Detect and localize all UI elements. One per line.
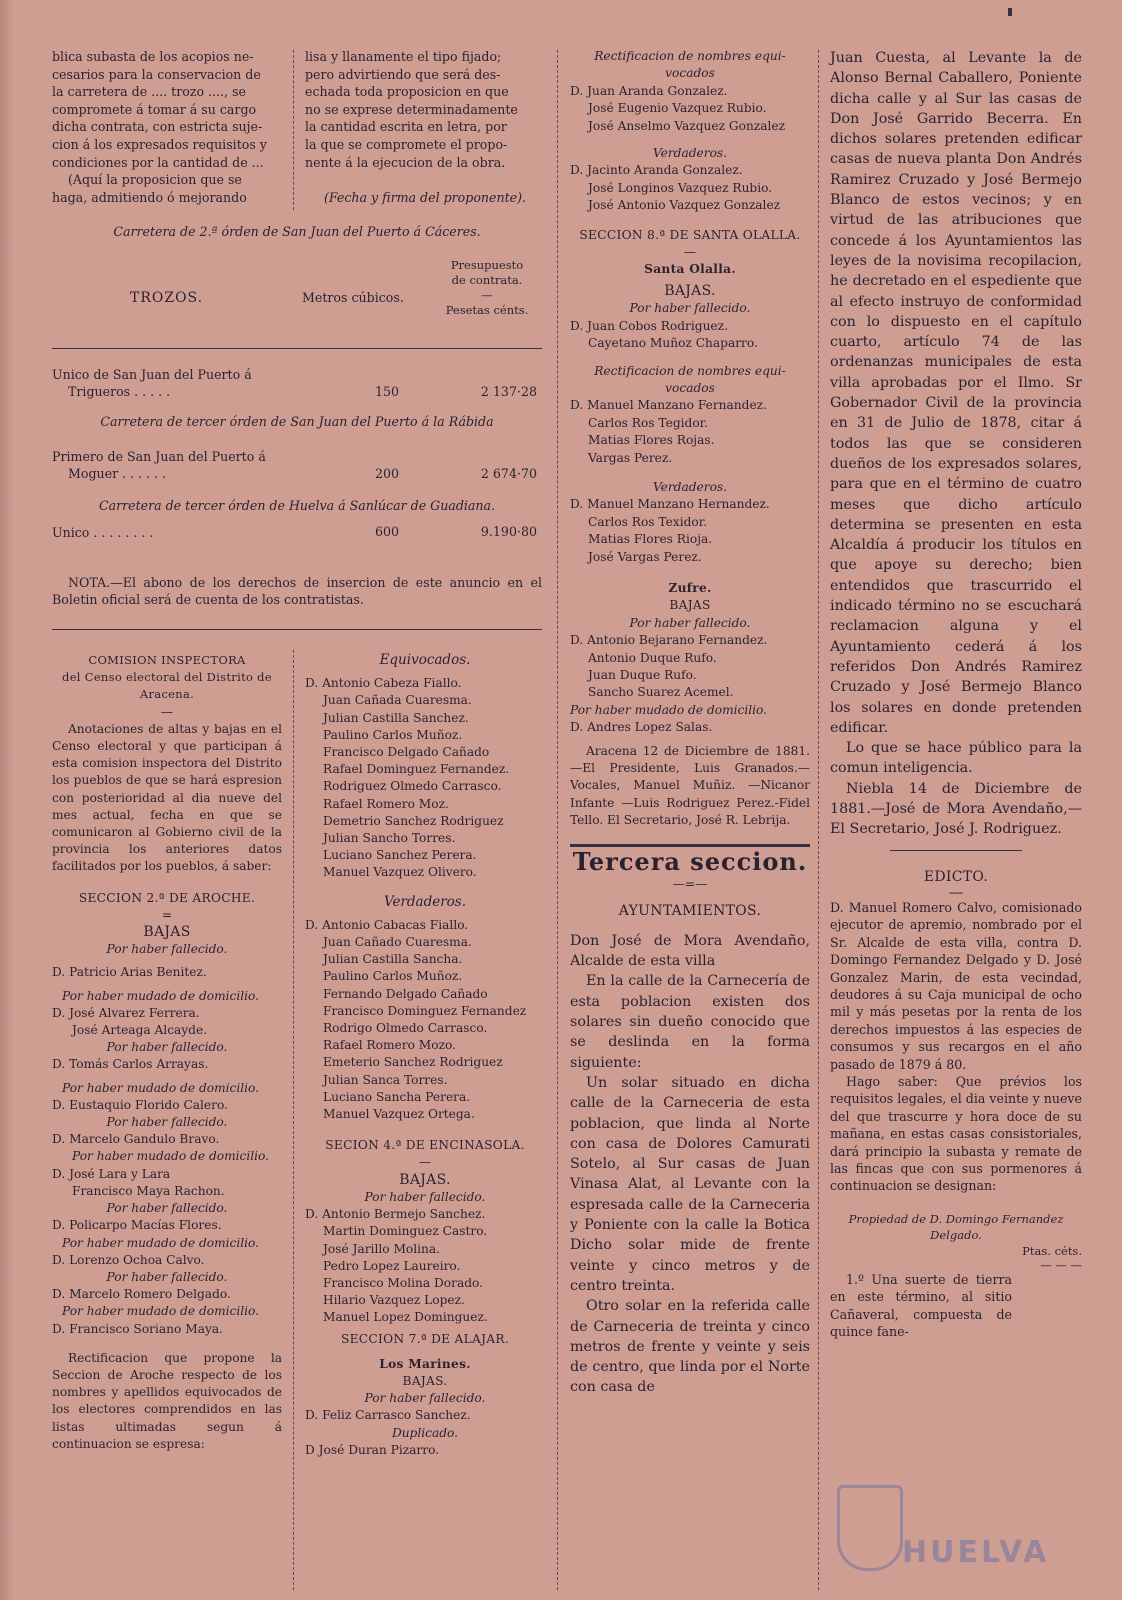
name-entry: Manuel Vazquez Olivero. <box>323 865 477 880</box>
name-entry: Francisco Dominguez Fernandez <box>323 1003 527 1018</box>
subheading: Rectificacion de nombres equi- <box>594 49 786 63</box>
name-entry: Francisco Maya Rachon. <box>72 1183 225 1198</box>
text-line: condiciones por la cantidad de ... <box>52 154 264 170</box>
separator: — <box>160 704 174 719</box>
section-heading: del Censo electoral del Distrito de <box>62 670 272 685</box>
name-entry: José Anselmo Vazquez Gonzalez <box>588 118 786 133</box>
name-entry: D. Antonio Cabacas Fiallo. <box>305 917 469 932</box>
col3 <box>570 48 810 1398</box>
row-price: 9.190·80 <box>480 524 537 539</box>
section-heading: Aracena. <box>139 687 195 702</box>
name-entry: Hilario Vazquez Lopez. <box>323 1293 465 1308</box>
section-heading: SECCION 8.ª DE SANTA OLALLA. <box>579 227 801 242</box>
col2-lists <box>305 652 545 1459</box>
subheading: Por haber mudado de domicilio. <box>62 1235 260 1250</box>
subheading: Verdaderos. <box>652 146 728 161</box>
name-entry: D. Jacinto Aranda Gonzalez. <box>570 163 743 178</box>
name-entry: Luciano Sancha Perera. <box>323 1089 471 1104</box>
paragraph: 1.º Una suerte de tierra en este término, al sitio Cañaveral, compuesta de quince fane- <box>830 1271 1012 1339</box>
name-entry: D. Francisco Soriano Maya. <box>52 1321 224 1336</box>
column-header: Ptas. céts. <box>1022 1243 1082 1258</box>
name-entry: Rafael Dominguez Fernandez. <box>323 762 510 777</box>
subheading: Por haber mudado de domicilio. <box>570 702 768 717</box>
name-entry: Julian Castilla Sanchez. <box>323 710 469 725</box>
name-entry: Martin Dominguez Castro. <box>323 1224 488 1239</box>
table-row <box>52 448 542 486</box>
text-line: cion á los expresados requisitos y <box>52 136 267 152</box>
row-name <box>52 366 292 400</box>
table-title: Carretera de tercer órden de Huelva á Sanlúcar de Guadiana. <box>98 498 496 513</box>
name-entry: D. Manuel Manzano Hernandez. <box>570 497 770 512</box>
name-entry: Carlos Ros Texidor. <box>588 514 708 529</box>
row-m3: 150 <box>374 384 400 399</box>
name-entry: D. Juan Cobos Rodriguez. <box>570 318 728 333</box>
row-price: 2 137·28 <box>480 384 537 399</box>
name-entry: Rafael Romero Mozo. <box>323 1038 457 1053</box>
header-metros: Metros cúbicos. <box>302 290 404 305</box>
paragraph: Rectificacion que propone la Seccion de Aroche respecto de los nombres y apellidos equivocados de los electores comprendidos en las listas ultimadas segun á continuacion se espresa: <box>52 1350 282 1451</box>
section-heading: SECCION 2.ª DE AROCHE. <box>78 890 256 905</box>
ink-mark <box>1008 8 1012 16</box>
row-m3: 600 <box>374 524 400 539</box>
subheading: Por haber fallecido. <box>629 615 751 630</box>
name-entry: D. José Alvarez Ferrera. <box>52 1005 200 1020</box>
subheading: Propiedad de D. Domingo Fernandez <box>848 1211 1064 1226</box>
table-title: Carretera de tercer órden de San Juan del Puerto á la Rábida <box>100 414 494 429</box>
name-entry: Luciano Sanchez Perera. <box>323 848 477 863</box>
subheading: Por haber fallecido. <box>106 942 228 957</box>
name-entry: José Jarillo Molina. <box>323 1241 441 1256</box>
name-entry: José Antonio Vazquez Gonzalez <box>588 198 781 213</box>
header-text: Pesetas cénts. <box>445 303 529 317</box>
subheading: BAJAS. <box>402 1373 448 1388</box>
table-row <box>52 524 542 562</box>
page-fold-shadow <box>0 0 14 1600</box>
library-stamp <box>832 1465 1052 1585</box>
subheading: Por haber mudado de domicilio. <box>72 1149 270 1164</box>
subheading: vocados <box>665 380 715 395</box>
name-entry: Manuel Lopez Dominguez. <box>323 1310 488 1325</box>
text-line: compromete á tomar á su cargo <box>52 101 257 117</box>
separator: — <box>418 1155 432 1170</box>
paragraph: Don José de Mora Avendaño, Alcalde de esta villa <box>570 932 810 970</box>
subheading: Por haber fallecido. <box>629 301 751 316</box>
paragraph: En la calle de la Carnecería de esta poblacion existen dos solares sin dueño conocido que se deslinda en la forma siguiente: <box>570 973 810 1071</box>
header-text: de contrata. <box>451 273 523 287</box>
name-entry: Rodrigo Olmedo Carrasco. <box>323 1021 488 1036</box>
separator: — <box>683 245 697 260</box>
subheading: Verdaderos. <box>383 893 467 910</box>
subheading: Duplicado. <box>391 1425 459 1440</box>
name-entry: Juan Cañada Cuaresma. <box>323 693 472 708</box>
name-entry: D. Manuel Manzano Fernandez. <box>570 398 767 413</box>
name-entry: D. Antonio Cabeza Fiallo. <box>305 676 462 691</box>
subheading: BAJAS <box>669 598 711 613</box>
col1-top-text <box>52 48 282 206</box>
town-heading: Zufre. <box>668 580 712 595</box>
name-entry: Juan Duque Rufo. <box>588 668 697 682</box>
table-row <box>52 366 542 404</box>
subheading: Por haber mudado de domicilio. <box>62 1304 260 1319</box>
paragraph: Hago saber: Que prévios los requisitos legales, el dia veinte y nueve del que trascurre y hora doce de su mañana, en estas casas consistoriales, dará principio la subasta y remate de las fincas que con sus pormenores á continuacion se designan: <box>830 1073 1082 1194</box>
name-entry: Rafael Romero Moz. <box>323 796 449 811</box>
name-list <box>305 917 545 1123</box>
row-name <box>52 448 292 482</box>
section-heading: EDICTO. <box>923 868 989 885</box>
shield-icon <box>837 1485 903 1571</box>
name-entry: Julian Castilla Sancha. <box>323 952 463 967</box>
col2-top-text <box>305 48 545 207</box>
row-name-line: Trigueros . . . . . <box>68 384 171 399</box>
subheading: Por haber mudado de domicilio. <box>62 1080 260 1095</box>
name-entry: D. Feliz Carrasco Sanchez. <box>305 1408 471 1423</box>
text-line: echada toda proposicion en que <box>305 84 509 100</box>
name-entry: Vargas Perez. <box>588 450 673 465</box>
table-rule <box>52 348 542 349</box>
subheading: BAJAS <box>143 924 191 941</box>
row-m3: 200 <box>374 466 400 481</box>
text-line: lisa y llanamente el tipo fijado; <box>305 49 502 64</box>
name-entry: Paulino Carlos Muñoz. <box>323 727 463 742</box>
row-name: Unico . . . . . . . . <box>52 525 154 540</box>
paragraph: Niebla 14 de Diciembre de 1881.—José de Mora Avendaño,—El Secretario, José J. Rodriguez. <box>830 780 1082 838</box>
town-heading: Santa Olalla. <box>644 262 736 277</box>
row-name-line: Primero de San Juan del Puerto á <box>52 449 266 464</box>
subheading: vocados <box>665 66 715 81</box>
name-entry: Julian Sancho Torres. <box>323 831 456 846</box>
name-entry: Matias Flores Rioja. <box>588 532 713 547</box>
text-line: dicha contrata, con estricta suje- <box>52 119 263 135</box>
row-name-line: Unico de San Juan del Puerto á <box>52 367 252 382</box>
name-entry: Carlos Ros Tegidor. <box>588 415 709 430</box>
header-text: — <box>481 288 493 302</box>
paragraph: Otro solar en la referida calle de Carneceria de treinta y cinco metros de frente y veinte y seis de centro, que linda por el Norte con casa de <box>570 1298 810 1396</box>
name-entry: D. Andres Lopez Salas. <box>570 720 713 735</box>
ayuntamiento-notice <box>570 931 810 1398</box>
signature-paragraph: Aracena 12 de Diciembre de 1881.—El Presidente, Luis Granados.—Vocales, Manuel Muñiz. —Nicanor Infante —Luis Rodriguez Perez.-Fidel Tello. El Secretario, José R. Lebrija. <box>570 743 810 828</box>
name-entry: José Arteaga Alcayde. <box>72 1023 208 1038</box>
column-rule <box>818 50 819 1590</box>
subheading: Por haber fallecido. <box>364 1189 486 1204</box>
name-entry: Antonio Duque Rufo. <box>588 650 717 665</box>
section-heading: AYUNTAMIENTOS. <box>618 903 762 920</box>
subheading: Por haber fallecido. <box>364 1391 486 1406</box>
section-heading: SECION 4.ª DE ENCINASOLA. <box>325 1138 525 1153</box>
name-entry: Manuel Vazquez Ortega. <box>323 1107 475 1122</box>
comision-inspectora <box>52 652 282 1453</box>
signature-line: (Fecha y firma del proponente). <box>323 190 527 206</box>
subheading: Por haber fallecido. <box>106 1269 228 1284</box>
name-entry: D. Eustaquio Florido Calero. <box>52 1097 228 1112</box>
section-heading: SECCION 7.ª DE ALAJAR. <box>340 1331 510 1346</box>
name-entry: Paulino Carlos Muñoz. <box>323 969 463 984</box>
subheading: Por haber fallecido. <box>106 1201 228 1216</box>
subheading: Delgado. <box>930 1227 982 1242</box>
stamp-text: HUELVA <box>902 1535 1050 1570</box>
row-price: 2 674·70 <box>480 466 537 481</box>
text-line: (Aquí la proposicion que se <box>68 172 242 188</box>
separator: —=— <box>672 877 708 892</box>
paragraph: Un solar situado en dicha calle de la Carneceria de esta poblacion, que linda al Norte con casa de Dolores Camurati Sotelo, al Sur casas de Juan Vinasa Alat, al Levante con la espresada calle de la Carneceria y Poniente con la calle la Botica Dicho solar mide de frente veinte y cinco metros y de centro treinta. <box>570 1074 810 1294</box>
text-line: blica subasta de los acopios ne- <box>52 49 254 64</box>
name-entry: Emeterio Sanchez Rodriguez <box>323 1055 503 1070</box>
name-entry: D. Marcelo Gandulo Bravo. <box>52 1132 220 1147</box>
column-rule <box>293 650 294 1590</box>
text-line: cesarios para la conservacion de <box>52 66 261 82</box>
name-entry: D. Tomás Carlos Arrayas. <box>52 1057 209 1072</box>
subheading: Por haber fallecido. <box>106 1040 228 1055</box>
separator: — <box>948 884 964 901</box>
edicto-body <box>830 899 1082 1341</box>
town-heading: Los Marines. <box>379 1356 471 1371</box>
name-entry: Julian Sanca Torres. <box>323 1072 448 1087</box>
name-entry: D. Antonio Bermejo Sanchez. <box>305 1207 486 1222</box>
subheading: Por haber fallecido. <box>106 1115 228 1130</box>
section-rule <box>890 850 1022 851</box>
section-title: Tercera seccion. <box>572 846 808 876</box>
name-entry: Pedro Lopez Laureiro. <box>323 1258 461 1273</box>
table-title: Carretera de 2.ª órden de San Juan del Puerto á Cáceres. <box>113 224 481 239</box>
subheading: Equivocados. <box>379 652 471 668</box>
name-entry: Fernando Delgado Cañado <box>323 986 488 1001</box>
name-entry: D. José Lara y Lara <box>52 1166 171 1181</box>
name-entry: Juan Cañado Cuaresma. <box>323 935 472 950</box>
header-presupuesto <box>432 258 542 318</box>
text-line: la que se compromete el propo- <box>305 136 508 152</box>
table-rule <box>52 629 542 630</box>
row-name-line: Moguer . . . . . . <box>68 466 167 481</box>
name-entry: Rodriguez Olmedo Carrasco. <box>323 779 502 794</box>
header-trozos: TROZOS. <box>130 290 204 306</box>
name-entry: D. Juan Aranda Gonzalez. <box>570 83 728 98</box>
text-line: no se exprese determinadamente <box>305 101 518 117</box>
col4 <box>830 48 1082 1340</box>
name-entry: D José Duran Pizarro. <box>305 1442 440 1457</box>
text-line: la cantidad escrita en letra, por <box>305 119 507 135</box>
header-text: Presupuesto <box>450 258 524 272</box>
name-entry: Demetrio Sanchez Rodriguez <box>323 813 504 828</box>
text-line: nente á la ejecucion de la obra. <box>305 154 506 170</box>
name-entry: D. Policarpo Macías Flores. <box>52 1218 222 1233</box>
paragraph: D. Manuel Romero Calvo, comisionado ejecutor de apremio, nombrado por el Sr. Alcalde de esta villa, contra D. Domingo Fernandez Delgado y D. José Gonzalez Marin, de esta vecindad, deudores á su Caja municipal de ocho mil y más pesetas por la renta de los derechos impuestos á las especies de consumos y sus recargos en el año pasado de 1879 á 80. <box>830 899 1082 1072</box>
name-entry: Francisco Molina Dorado. <box>323 1275 484 1290</box>
subheading: BAJAS. <box>664 282 716 299</box>
name-entry: Matias Flores Rojas. <box>588 433 715 448</box>
name-entry: Cayetano Muñoz Chaparro. <box>588 336 758 351</box>
subheading: Por haber mudado de domicilio. <box>62 988 260 1003</box>
name-entry: D. Antonio Bejarano Fernandez. <box>570 633 768 648</box>
name-entry: D. Lorenzo Ochoa Calvo. <box>52 1252 205 1267</box>
separator: — — — <box>1040 1257 1082 1272</box>
subheading: BAJAS. <box>399 1171 451 1188</box>
section-heading: COMISION INSPECTORA <box>88 653 246 667</box>
name-entry: José Longinos Vazquez Rubio. <box>588 180 773 195</box>
subheading: Rectificacion de nombres equi- <box>594 363 786 378</box>
paragraph: Anotaciones de altas y bajas en el Censo electoral y que participan á esta comision inspectora del Distrito los pueblos de que se hará espresion con posterioridad al dia nueve del mes actual, fecha en que se comunicaron al Gobierno civil de la provincia los anteriores datos facilitados por los pueblos, á saber: <box>52 721 282 874</box>
name-entry: Sancho Suarez Acemel. <box>588 685 734 700</box>
paragraph: Juan Cuesta, al Levante la de Alonso Bernal Caballero, Poniente dicha calle y al Sur las casas de Don José Garrido Becerra. En dichos solares pretenden edificar casas de nueva planta Don Andrés Ramirez Cruzado y José Bermejo Blanco de estos vecinos; y en virtud de las atribuciones que concede á los Ayuntamientos las leyes de la novisima recopilacion, he decretado en el espediente que al efecto instruyo de conformidad con lo dispuesto en el capítulo cuarto, artículo 74 de las ordenanzas municipales de esta villa aprobadas por el Ilmo. Sr Gobernador Civil de la provincia en 31 de Julio de 1878, citar á todos las que se consideren dueños de los expresados solares, para que en el término de cuatro meses que dicho artículo determina se presenten en esta Alcaldía á producir los títulos en que apoye su derecho; bien entendidos que trascurrido el indicado término no se escuchará reclamacion alguna y el Ayuntamiento cederá á los referidos Don Andrés Ramirez Cruzado y José Bermejo Blanco los solares en donde pretenden edificar. <box>830 50 1082 736</box>
table-note: NOTA.—El abono de los derechos de insercion de este anuncio en el Boletin oficial será de cuenta de los contratistas. <box>52 575 542 607</box>
name-entry: José Vargas Perez. <box>588 549 702 564</box>
name-list <box>305 675 545 881</box>
name-entry: José Eugenio Vazquez Rubio. <box>588 101 767 116</box>
separator: = <box>161 907 173 922</box>
column-rule <box>557 50 558 1590</box>
text-line: haga, admitiendo ó mejorando <box>52 189 247 205</box>
text-line: pero advirtiendo que será des- <box>305 66 501 82</box>
paragraph: Lo que se hace público para la comun inteligencia. <box>830 740 1082 777</box>
subheading: Verdaderos. <box>652 479 728 494</box>
name-entry: Francisco Delgado Cañado <box>323 745 490 760</box>
name-entry: D. Patricio Arias Benitez. <box>52 965 207 980</box>
text-line: la carretera de .... trozo ...., se <box>52 84 246 100</box>
name-entry: D. Marcelo Romero Delgado. <box>52 1287 231 1302</box>
column-rule <box>293 50 294 210</box>
